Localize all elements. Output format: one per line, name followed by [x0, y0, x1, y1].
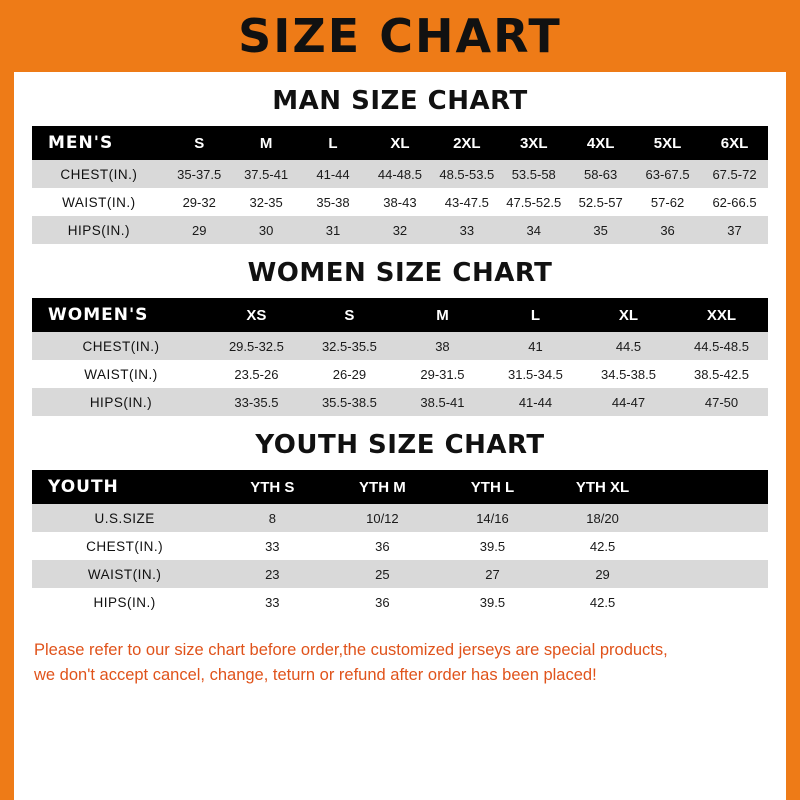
women-col-header-1: S [303, 298, 396, 332]
disclaimer-line-1: Please refer to our size chart before order,the customized jerseys are special products, [34, 641, 668, 659]
men-cell-2-6: 35 [567, 216, 634, 244]
men-col-header-0: S [166, 126, 233, 160]
youth-row-label-header: YOUTH [32, 470, 217, 504]
women-cell-2-1: 35.5-38.5 [303, 388, 396, 416]
table-header-row [32, 298, 768, 332]
youth-cell-3-1: 36 [327, 588, 437, 616]
table-row [32, 360, 768, 388]
women-col-header-0: XS [210, 298, 303, 332]
youth-row-2-label: WAIST(IN.) [32, 560, 217, 588]
youth-cell-3-3: 42.5 [548, 588, 658, 616]
women-cell-0-5: 44.5-48.5 [675, 332, 768, 360]
men-row-1-label: WAIST(IN.) [32, 188, 166, 216]
men-cell-1-2: 35-38 [300, 188, 367, 216]
youth-size-chart-section [14, 430, 786, 616]
women-cell-1-1: 26-29 [303, 360, 396, 388]
youth-cell-2-2: 27 [437, 560, 547, 588]
men-col-header-1: M [233, 126, 300, 160]
men-row-0-label: CHEST(IN.) [32, 160, 166, 188]
youth-cell-3-0: 33 [217, 588, 327, 616]
women-cell-0-3: 41 [489, 332, 582, 360]
men-row-2-label: HIPS(IN.) [32, 216, 166, 244]
youth-cell-3-spacer [658, 588, 768, 616]
women-cell-1-2: 29-31.5 [396, 360, 489, 388]
table-row [32, 532, 768, 560]
women-cell-0-0: 29.5-32.5 [210, 332, 303, 360]
men-size-table [32, 126, 768, 244]
men-cell-0-0: 35-37.5 [166, 160, 233, 188]
women-cell-2-3: 41-44 [489, 388, 582, 416]
men-size-chart-section [14, 86, 786, 244]
women-cell-0-4: 44.5 [582, 332, 675, 360]
youth-row-0-label: U.S.SIZE [32, 504, 217, 532]
table-row [32, 332, 768, 360]
women-cell-2-5: 47-50 [675, 388, 768, 416]
women-cell-1-5: 38.5-42.5 [675, 360, 768, 388]
youth-col-header-2: YTH L [437, 470, 547, 504]
table-row [32, 216, 768, 244]
table-row [32, 388, 768, 416]
youth-cell-0-0: 8 [217, 504, 327, 532]
youth-col-header-3: YTH XL [548, 470, 658, 504]
men-cell-1-3: 38-43 [366, 188, 433, 216]
men-cell-2-2: 31 [300, 216, 367, 244]
page-title: SIZE CHART [238, 9, 562, 63]
men-section-title: MAN SIZE CHART [272, 86, 528, 116]
men-cell-1-0: 29-32 [166, 188, 233, 216]
men-cell-0-5: 53.5-58 [500, 160, 567, 188]
youth-size-table [32, 470, 768, 616]
men-cell-2-5: 34 [500, 216, 567, 244]
women-cell-2-4: 44-47 [582, 388, 675, 416]
women-cell-1-3: 31.5-34.5 [489, 360, 582, 388]
men-cell-0-8: 67.5-72 [701, 160, 768, 188]
women-row-0-label: CHEST(IN.) [32, 332, 210, 360]
women-size-table [32, 298, 768, 416]
women-row-2-label: HIPS(IN.) [32, 388, 210, 416]
men-cell-1-5: 47.5-52.5 [500, 188, 567, 216]
disclaimer-line-2: we don't accept cancel, change, teturn or refund after order has been placed! [34, 665, 597, 684]
table-row [32, 188, 768, 216]
youth-cell-0-3: 18/20 [548, 504, 658, 532]
women-cell-2-2: 38.5-41 [396, 388, 489, 416]
men-cell-0-1: 37.5-41 [233, 160, 300, 188]
women-cell-0-1: 32.5-35.5 [303, 332, 396, 360]
men-cell-1-6: 52.5-57 [567, 188, 634, 216]
men-col-header-7: 5XL [634, 126, 701, 160]
women-row-label-header: WOMEN'S [32, 298, 210, 332]
youth-cell-1-1: 36 [327, 532, 437, 560]
youth-cell-1-3: 42.5 [548, 532, 658, 560]
women-cell-1-0: 23.5-26 [210, 360, 303, 388]
youth-cell-1-spacer [658, 532, 768, 560]
women-col-header-5: XXL [675, 298, 768, 332]
youth-cell-2-1: 25 [327, 560, 437, 588]
men-row-label-header: MEN'S [32, 126, 166, 160]
youth-col-header-spacer [658, 470, 768, 504]
women-section-title: WOMEN SIZE CHART [247, 258, 553, 288]
men-cell-2-8: 37 [701, 216, 768, 244]
youth-section-title: YOUTH SIZE CHART [255, 430, 545, 460]
men-cell-2-0: 29 [166, 216, 233, 244]
men-cell-0-3: 44-48.5 [366, 160, 433, 188]
youth-cell-2-3: 29 [548, 560, 658, 588]
table-row [32, 504, 768, 532]
banner [0, 0, 800, 72]
women-size-chart-section [14, 258, 786, 416]
men-cell-2-1: 30 [233, 216, 300, 244]
youth-cell-0-2: 14/16 [437, 504, 547, 532]
men-cell-2-7: 36 [634, 216, 701, 244]
men-cell-2-3: 32 [366, 216, 433, 244]
women-col-header-3: L [489, 298, 582, 332]
men-cell-1-8: 62-66.5 [701, 188, 768, 216]
youth-cell-0-spacer [658, 504, 768, 532]
men-cell-0-4: 48.5-53.5 [433, 160, 500, 188]
men-cell-2-4: 33 [433, 216, 500, 244]
women-cell-2-0: 33-35.5 [210, 388, 303, 416]
men-col-header-5: 3XL [500, 126, 567, 160]
men-col-header-8: 6XL [701, 126, 768, 160]
youth-cell-2-spacer [658, 560, 768, 588]
men-col-header-6: 4XL [567, 126, 634, 160]
men-cell-1-4: 43-47.5 [433, 188, 500, 216]
youth-cell-2-0: 23 [217, 560, 327, 588]
women-col-header-4: XL [582, 298, 675, 332]
youth-cell-1-2: 39.5 [437, 532, 547, 560]
men-cell-0-6: 58-63 [567, 160, 634, 188]
youth-col-header-0: YTH S [217, 470, 327, 504]
men-col-header-3: XL [366, 126, 433, 160]
men-cell-1-1: 32-35 [233, 188, 300, 216]
youth-row-1-label: CHEST(IN.) [32, 532, 217, 560]
youth-col-header-1: YTH M [327, 470, 437, 504]
men-col-header-2: L [300, 126, 367, 160]
table-row [32, 588, 768, 616]
women-cell-0-2: 38 [396, 332, 489, 360]
table-header-row [32, 470, 768, 504]
women-col-header-2: M [396, 298, 489, 332]
disclaimer-note [14, 628, 786, 688]
youth-cell-0-1: 10/12 [327, 504, 437, 532]
table-header-row [32, 126, 768, 160]
men-cell-0-7: 63-67.5 [634, 160, 701, 188]
table-row [32, 160, 768, 188]
women-cell-1-4: 34.5-38.5 [582, 360, 675, 388]
men-col-header-4: 2XL [433, 126, 500, 160]
women-row-1-label: WAIST(IN.) [32, 360, 210, 388]
men-cell-0-2: 41-44 [300, 160, 367, 188]
men-cell-1-7: 57-62 [634, 188, 701, 216]
youth-cell-3-2: 39.5 [437, 588, 547, 616]
table-row [32, 560, 768, 588]
youth-cell-1-0: 33 [217, 532, 327, 560]
youth-row-3-label: HIPS(IN.) [32, 588, 217, 616]
